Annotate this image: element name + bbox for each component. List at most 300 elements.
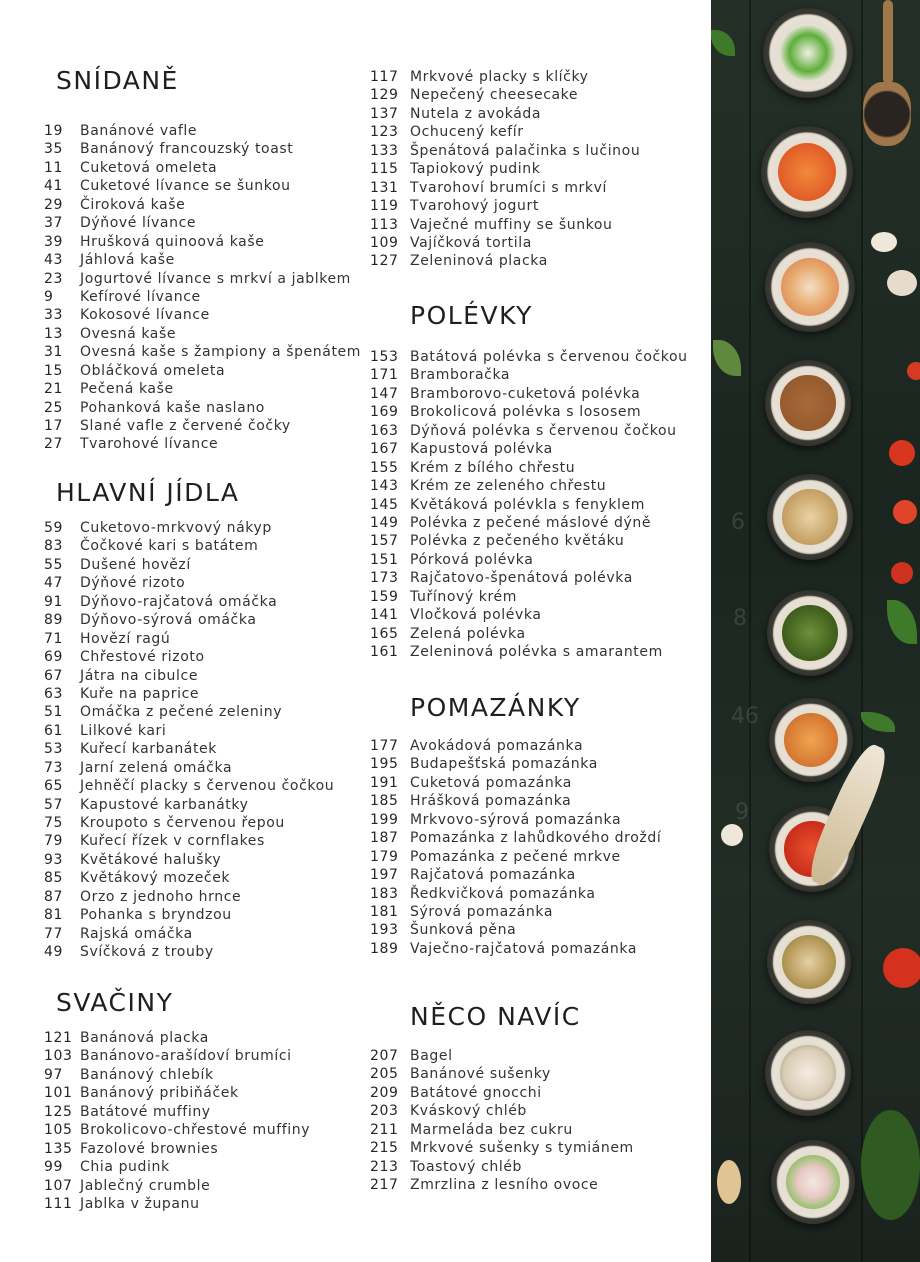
recipe-name: Sýrová pomazánka — [410, 903, 554, 920]
recipe-name: Kuřecí řízek v cornflakes — [80, 833, 265, 850]
toc-entry — [44, 611, 364, 629]
toc-entry — [44, 925, 364, 943]
toc-entry — [44, 177, 364, 195]
page-number: 93 — [44, 851, 64, 868]
garlic — [871, 232, 897, 252]
page-number: 215 — [370, 1140, 399, 1157]
toc-entry — [370, 123, 700, 141]
page-number: 133 — [370, 142, 399, 159]
page-number: 117 — [370, 69, 399, 85]
toc-entry — [370, 1176, 700, 1194]
recipe-name: Ochucený kefír — [410, 124, 524, 141]
page-number: 205 — [370, 1066, 399, 1083]
recipe-name: Avokádová pomazánka — [410, 738, 584, 754]
page-number: 11 — [44, 159, 64, 176]
toc-entry — [44, 233, 364, 251]
recipe-name: Ředkvičková pomazánka — [410, 885, 596, 902]
recipe-name: Dýňovo-rajčatová omáčka — [80, 593, 278, 610]
toc-entry — [44, 380, 364, 398]
page-number: 125 — [44, 1103, 73, 1120]
page-number: 155 — [370, 459, 399, 476]
recipe-list — [370, 737, 700, 958]
toc-entry — [370, 197, 700, 215]
section-hlavni-jidla — [44, 478, 364, 962]
toc-entry — [370, 866, 700, 884]
toc-entry — [44, 685, 364, 703]
recipe-name: Batátové gnocchi — [410, 1084, 542, 1101]
toc-entry — [370, 1084, 700, 1102]
page-number: 149 — [370, 514, 399, 531]
page-number: 91 — [44, 593, 64, 610]
recipe-name: Pečená kaše — [80, 381, 174, 398]
toc-entry — [370, 1158, 700, 1176]
toc-entry — [44, 722, 364, 740]
page-number: 171 — [370, 367, 399, 384]
page-number: 53 — [44, 741, 64, 758]
toc-entry — [44, 777, 364, 795]
toc-entry — [370, 1065, 700, 1083]
recipe-name: Špenátová palačinka s lučinou — [410, 142, 641, 159]
recipe-name: Mrkvové placky s klíčky — [410, 69, 589, 85]
recipe-name: Banánové sušenky — [410, 1066, 551, 1083]
recipe-name: Pomazánka z lahůdkového droždí — [410, 830, 662, 847]
recipe-list — [370, 68, 700, 271]
page-number: 209 — [370, 1084, 399, 1101]
recipe-name: Marmeláda bez cukru — [410, 1121, 573, 1138]
recipe-name: Pórková polévka — [410, 551, 534, 568]
page-number: 67 — [44, 667, 64, 684]
bowl-mushrooms-herbs — [767, 920, 851, 1004]
page-number: 79 — [44, 833, 64, 850]
page-number: 197 — [370, 867, 399, 884]
toc-entry — [44, 832, 364, 850]
recipe-name: Kuře na paprice — [80, 685, 200, 702]
recipe-name: Zmrzlina z lesního ovoce — [410, 1177, 599, 1194]
recipe-name: Rajčatovo-špenátová polévka — [410, 570, 633, 587]
toc-entry — [44, 519, 364, 537]
page-number: 103 — [44, 1048, 73, 1065]
recipe-name: Nepečený cheesecake — [410, 87, 579, 104]
recipe-name: Polévka z pečené máslové dýně — [410, 514, 652, 531]
page-number: 129 — [370, 87, 399, 104]
recipe-name: Dušené hovězí — [80, 556, 191, 573]
toc-entry — [370, 234, 700, 252]
page-number: 35 — [44, 141, 64, 158]
photo-number: 46 — [731, 704, 759, 729]
toc-entry — [44, 1140, 364, 1158]
toc-entry — [44, 1029, 364, 1047]
toc-entry — [44, 362, 364, 380]
page-number: 211 — [370, 1121, 399, 1138]
page-number: 195 — [370, 756, 399, 773]
recipe-name: Tvarohový jogurt — [410, 198, 539, 215]
toc-entry — [44, 1084, 364, 1102]
recipe-name: Zeleninová polévka s amarantem — [410, 644, 663, 660]
toc-entry — [370, 459, 700, 477]
toc-entry — [44, 159, 364, 177]
recipe-name: Bagel — [410, 1048, 453, 1064]
toc-entry — [44, 214, 364, 232]
toc-entry — [44, 851, 364, 869]
recipe-name: Banánový francouzský toast — [80, 141, 294, 158]
toc-entry — [370, 105, 700, 123]
toc-entry — [44, 343, 364, 361]
recipe-name: Tvarohové lívance — [80, 436, 219, 453]
recipe-name: Pohanková kaše naslano — [80, 399, 265, 416]
bowl-soup — [765, 242, 855, 332]
onion — [717, 1160, 741, 1204]
page-number: 147 — [370, 385, 399, 402]
toc-entry — [370, 86, 700, 104]
page-number: 169 — [370, 404, 399, 421]
recipe-name: Cuketovo-mrkvový nákyp — [80, 520, 272, 536]
toc-entry — [370, 440, 700, 458]
toc-entry — [370, 216, 700, 234]
page-number: 153 — [370, 349, 399, 365]
page-number: 177 — [370, 738, 399, 754]
section-title: SNÍDANĚ — [56, 66, 179, 95]
page-number: 113 — [370, 216, 399, 233]
bowl-carrots — [761, 126, 853, 218]
page-number: 119 — [370, 198, 399, 215]
page-number: 15 — [44, 362, 64, 379]
recipe-name: Tvarohoví brumíci s mrkví — [410, 179, 607, 196]
page-number: 159 — [370, 588, 399, 605]
recipe-list — [44, 519, 364, 962]
toc-entry — [44, 814, 364, 832]
page-number: 161 — [370, 644, 399, 660]
page-number: 63 — [44, 685, 64, 702]
basil-leaf — [713, 340, 741, 376]
page-number: 9 — [44, 288, 54, 305]
recipe-name: Jáhlová kaše — [80, 252, 175, 269]
toc-entry — [370, 179, 700, 197]
page-number: 83 — [44, 538, 64, 555]
page-number: 137 — [370, 105, 399, 122]
toc-entry — [44, 1047, 364, 1065]
toc-entry — [370, 551, 700, 569]
recipe-name: Obláčková omeleta — [80, 362, 226, 379]
toc-entry — [370, 643, 700, 661]
recipe-name: Vaječné muffiny se šunkou — [410, 216, 613, 233]
section-title: POLÉVKY — [410, 301, 533, 330]
recipe-name: Dýňové rizoto — [80, 575, 186, 592]
page-number: 111 — [44, 1195, 73, 1212]
page-number: 193 — [370, 922, 399, 939]
recipe-name: Dýňové lívance — [80, 215, 197, 232]
recipe-name: Játra na cibulce — [80, 667, 199, 684]
recipe-name: Slané vafle z červené čočky — [80, 418, 291, 434]
page-number: 101 — [44, 1085, 73, 1102]
section-title: HLAVNÍ JÍDLA — [56, 478, 240, 507]
page-number: 19 — [44, 123, 64, 139]
recipe-list — [44, 122, 364, 454]
page-number: 89 — [44, 612, 64, 629]
recipe-name: Mrkvovo-sýrová pomazánka — [410, 811, 622, 828]
toc-entry — [44, 1158, 364, 1176]
page-number: 207 — [370, 1048, 399, 1064]
recipe-name: Dýňovo-sýrová omáčka — [80, 612, 257, 629]
toc-entry — [370, 348, 700, 366]
tomato — [883, 948, 920, 988]
toc-entry — [44, 796, 364, 814]
page-number: 191 — [370, 774, 399, 791]
recipe-name: Jarní zelená omáčka — [80, 759, 233, 776]
toc-entry — [370, 848, 700, 866]
recipe-name: Zeleninová placka — [410, 253, 548, 270]
tomato — [889, 440, 915, 466]
spoon-handle — [883, 0, 893, 84]
page-number: 203 — [370, 1103, 399, 1120]
recipe-name: Banánovo-arašídoví brumíci — [80, 1048, 292, 1065]
toc-entry — [44, 574, 364, 592]
section-title: POMAZÁNKY — [410, 693, 581, 722]
bowl-spice — [765, 360, 851, 446]
recipe-name: Květáková polévkla s fenyklem — [410, 496, 645, 513]
toc-entry — [44, 888, 364, 906]
toc-entry — [370, 774, 700, 792]
recipe-list — [44, 1029, 364, 1213]
toc-entry — [370, 1139, 700, 1157]
recipe-name: Dýňová polévka s červenou čočkou — [410, 422, 677, 439]
food-photo — [711, 0, 920, 1262]
page-number: 179 — [370, 848, 399, 865]
recipe-name: Brokolicová polévka s lososem — [410, 404, 642, 421]
page-number: 99 — [44, 1159, 64, 1176]
recipe-name: Kapustová polévka — [410, 441, 553, 458]
toc-entry — [370, 1047, 700, 1065]
page-number: 55 — [44, 556, 64, 573]
toc-entry — [370, 940, 700, 958]
section-polevky — [370, 301, 700, 661]
wood-plank-seam — [861, 0, 863, 1262]
toc-entry — [370, 829, 700, 847]
page-number: 69 — [44, 649, 64, 666]
page-number: 127 — [370, 253, 399, 270]
page-number: 97 — [44, 1066, 64, 1083]
toc-entry — [370, 1102, 700, 1120]
page-number: 87 — [44, 888, 64, 905]
toc-entry — [44, 1195, 364, 1213]
toc-entry — [44, 630, 364, 648]
recipe-name: Kuřecí karbanátek — [80, 741, 217, 758]
recipe-list — [370, 348, 700, 661]
page-number: 143 — [370, 478, 399, 495]
page-number: 47 — [44, 575, 64, 592]
basil-leaf — [887, 600, 917, 644]
recipe-name: Chřestové rizoto — [80, 649, 205, 666]
basil-leaf — [711, 30, 735, 56]
recipe-name: Bramborovo-cuketová polévka — [410, 385, 641, 402]
recipe-name: Bramboračka — [410, 367, 511, 384]
toc-entry — [370, 366, 700, 384]
basil-leaf — [861, 712, 895, 732]
page-number: 43 — [44, 252, 64, 269]
page-number: 141 — [370, 607, 399, 624]
section-svaciny-continued — [370, 68, 700, 271]
page-number: 123 — [370, 124, 399, 141]
recipe-name: Květákový mozeček — [80, 870, 231, 887]
page-number: 163 — [370, 422, 399, 439]
recipe-name: Čiroková kaše — [80, 196, 186, 213]
toc-entry — [44, 140, 364, 158]
page-number: 167 — [370, 441, 399, 458]
page-number: 17 — [44, 418, 64, 434]
recipe-list — [370, 1047, 700, 1195]
page-number: 73 — [44, 759, 64, 776]
toc-entry — [44, 122, 364, 140]
toc-entry — [370, 514, 700, 532]
recipe-name: Rajská omáčka — [80, 925, 193, 942]
toc-entry — [44, 943, 364, 961]
spoon-peppercorns — [863, 82, 911, 146]
recipe-name: Rajčatová pomazánka — [410, 867, 576, 884]
page-number: 81 — [44, 907, 64, 924]
recipe-name: Budapešťská pomazánka — [410, 756, 598, 773]
recipe-name: Pomazánka z pečené mrkve — [410, 848, 621, 865]
recipe-name: Jogurtové lívance s mrkví a jablkem — [80, 270, 351, 287]
toc-entry — [370, 903, 700, 921]
photo-number: 9 — [735, 800, 749, 825]
recipe-name: Banánová placka — [80, 1030, 209, 1046]
toc-entry — [44, 306, 364, 324]
toc-entry — [44, 1177, 364, 1195]
recipe-name: Tapiokový pudink — [410, 161, 541, 178]
page-number: 65 — [44, 778, 64, 795]
toc-entry — [370, 385, 700, 403]
toc-entry — [44, 1103, 364, 1121]
toc-entry — [370, 532, 700, 550]
recipe-name: Fazolové brownies — [80, 1140, 219, 1157]
mushroom — [721, 824, 743, 846]
page-number: 145 — [370, 496, 399, 513]
page-number: 29 — [44, 196, 64, 213]
recipe-name: Vaječno-rajčatová pomazánka — [410, 940, 637, 957]
onion — [887, 270, 917, 296]
toc-entry — [370, 422, 700, 440]
page-number: 187 — [370, 830, 399, 847]
page-number: 71 — [44, 630, 64, 647]
page-number: 77 — [44, 925, 64, 942]
recipe-name: Tuřínový krém — [410, 588, 518, 605]
recipe-name: Ovesná kaše s žampiony a špenátem — [80, 344, 361, 361]
recipe-name: Čočkové kari s batátem — [80, 538, 259, 555]
page-number: 51 — [44, 704, 64, 721]
page-number: 61 — [44, 722, 64, 739]
toc-entry — [44, 740, 364, 758]
recipe-name: Toastový chléb — [410, 1158, 523, 1175]
recipe-name: Vločková polévka — [410, 607, 542, 624]
recipe-name: Krém ze zeleného chřestu — [410, 478, 607, 495]
page-number: 31 — [44, 344, 64, 361]
recipe-name: Banánový chlebík — [80, 1066, 214, 1083]
recipe-name: Polévka z pečeného květáku — [410, 533, 625, 550]
recipe-name: Krém z bílého chřestu — [410, 459, 576, 476]
page-number: 115 — [370, 161, 399, 178]
toc-entry — [370, 160, 700, 178]
toc-entry — [44, 270, 364, 288]
recipe-name: Ovesná kaše — [80, 325, 177, 342]
tomato — [893, 500, 917, 524]
page-number: 21 — [44, 381, 64, 398]
section-title: NĚCO NAVÍC — [410, 1002, 581, 1031]
toc-entry — [44, 906, 364, 924]
recipe-name: Cuketová omeleta — [80, 159, 218, 176]
page-number: 213 — [370, 1158, 399, 1175]
page-number: 199 — [370, 811, 399, 828]
recipe-name: Hrášková pomazánka — [410, 793, 572, 810]
toc-entry — [370, 569, 700, 587]
wood-plank-seam — [749, 0, 751, 1262]
toc-entry — [370, 1121, 700, 1139]
toc-entry — [370, 588, 700, 606]
recipe-name: Vajíčková tortila — [410, 234, 532, 251]
toc-entry — [44, 196, 364, 214]
page-number: 183 — [370, 885, 399, 902]
page-number: 59 — [44, 520, 64, 536]
tomato — [891, 562, 913, 584]
page-number: 121 — [44, 1030, 73, 1046]
page-number: 37 — [44, 215, 64, 232]
toc-entry — [44, 435, 364, 453]
page-number: 49 — [44, 944, 64, 961]
recipe-name: Nutela z avokáda — [410, 105, 542, 122]
recipe-name: Šunková pěna — [410, 922, 517, 939]
recipe-name: Omáčka z pečené zeleniny — [80, 704, 283, 721]
page-number: 173 — [370, 570, 399, 587]
recipe-name: Batátová polévka s červenou čočkou — [410, 349, 688, 365]
bowl-garlic — [767, 474, 853, 560]
recipe-name: Zelená polévka — [410, 625, 526, 642]
page-number: 75 — [44, 815, 64, 831]
recipe-name: Kapustové karbanátky — [80, 796, 249, 813]
toc-entry — [370, 68, 700, 86]
toc-entry — [44, 869, 364, 887]
section-svaciny — [44, 988, 364, 1213]
section-pomazanky — [370, 693, 700, 958]
recipe-name: Cuketové lívance se šunkou — [80, 178, 291, 195]
photo-number: 8 — [733, 606, 747, 631]
bowl-greens — [767, 590, 853, 676]
toc-entry — [370, 737, 700, 755]
toc-entry — [44, 648, 364, 666]
recipe-name: Jablka v županu — [80, 1195, 200, 1212]
page-number: 131 — [370, 179, 399, 196]
recipe-name: Kroupoto s červenou řepou — [80, 815, 285, 831]
recipe-name: Cuketová pomazánka — [410, 774, 572, 791]
bowl-mushrooms — [765, 1030, 851, 1116]
recipe-name: Jablečný crumble — [80, 1177, 211, 1194]
page-number: 157 — [370, 533, 399, 550]
recipe-name: Hovězí ragú — [80, 630, 171, 647]
recipe-name: Banánový pribiňáček — [80, 1085, 239, 1102]
toc-entry — [370, 252, 700, 270]
toc-entry — [370, 142, 700, 160]
recipe-name: Jehněčí placky s červenou čočkou — [80, 778, 335, 795]
toc-entry — [370, 403, 700, 421]
toc-entry — [44, 417, 364, 435]
toc-entry — [370, 885, 700, 903]
tomato — [907, 362, 920, 380]
page-number: 151 — [370, 551, 399, 568]
section-neco-navic — [370, 1002, 700, 1195]
recipe-name: Kváskový chléb — [410, 1103, 527, 1120]
recipe-name: Hrušková quinoová kaše — [80, 233, 265, 250]
photo-number: 6 — [731, 510, 745, 535]
page-number: 39 — [44, 233, 64, 250]
toc-entry — [370, 625, 700, 643]
page-number: 165 — [370, 625, 399, 642]
